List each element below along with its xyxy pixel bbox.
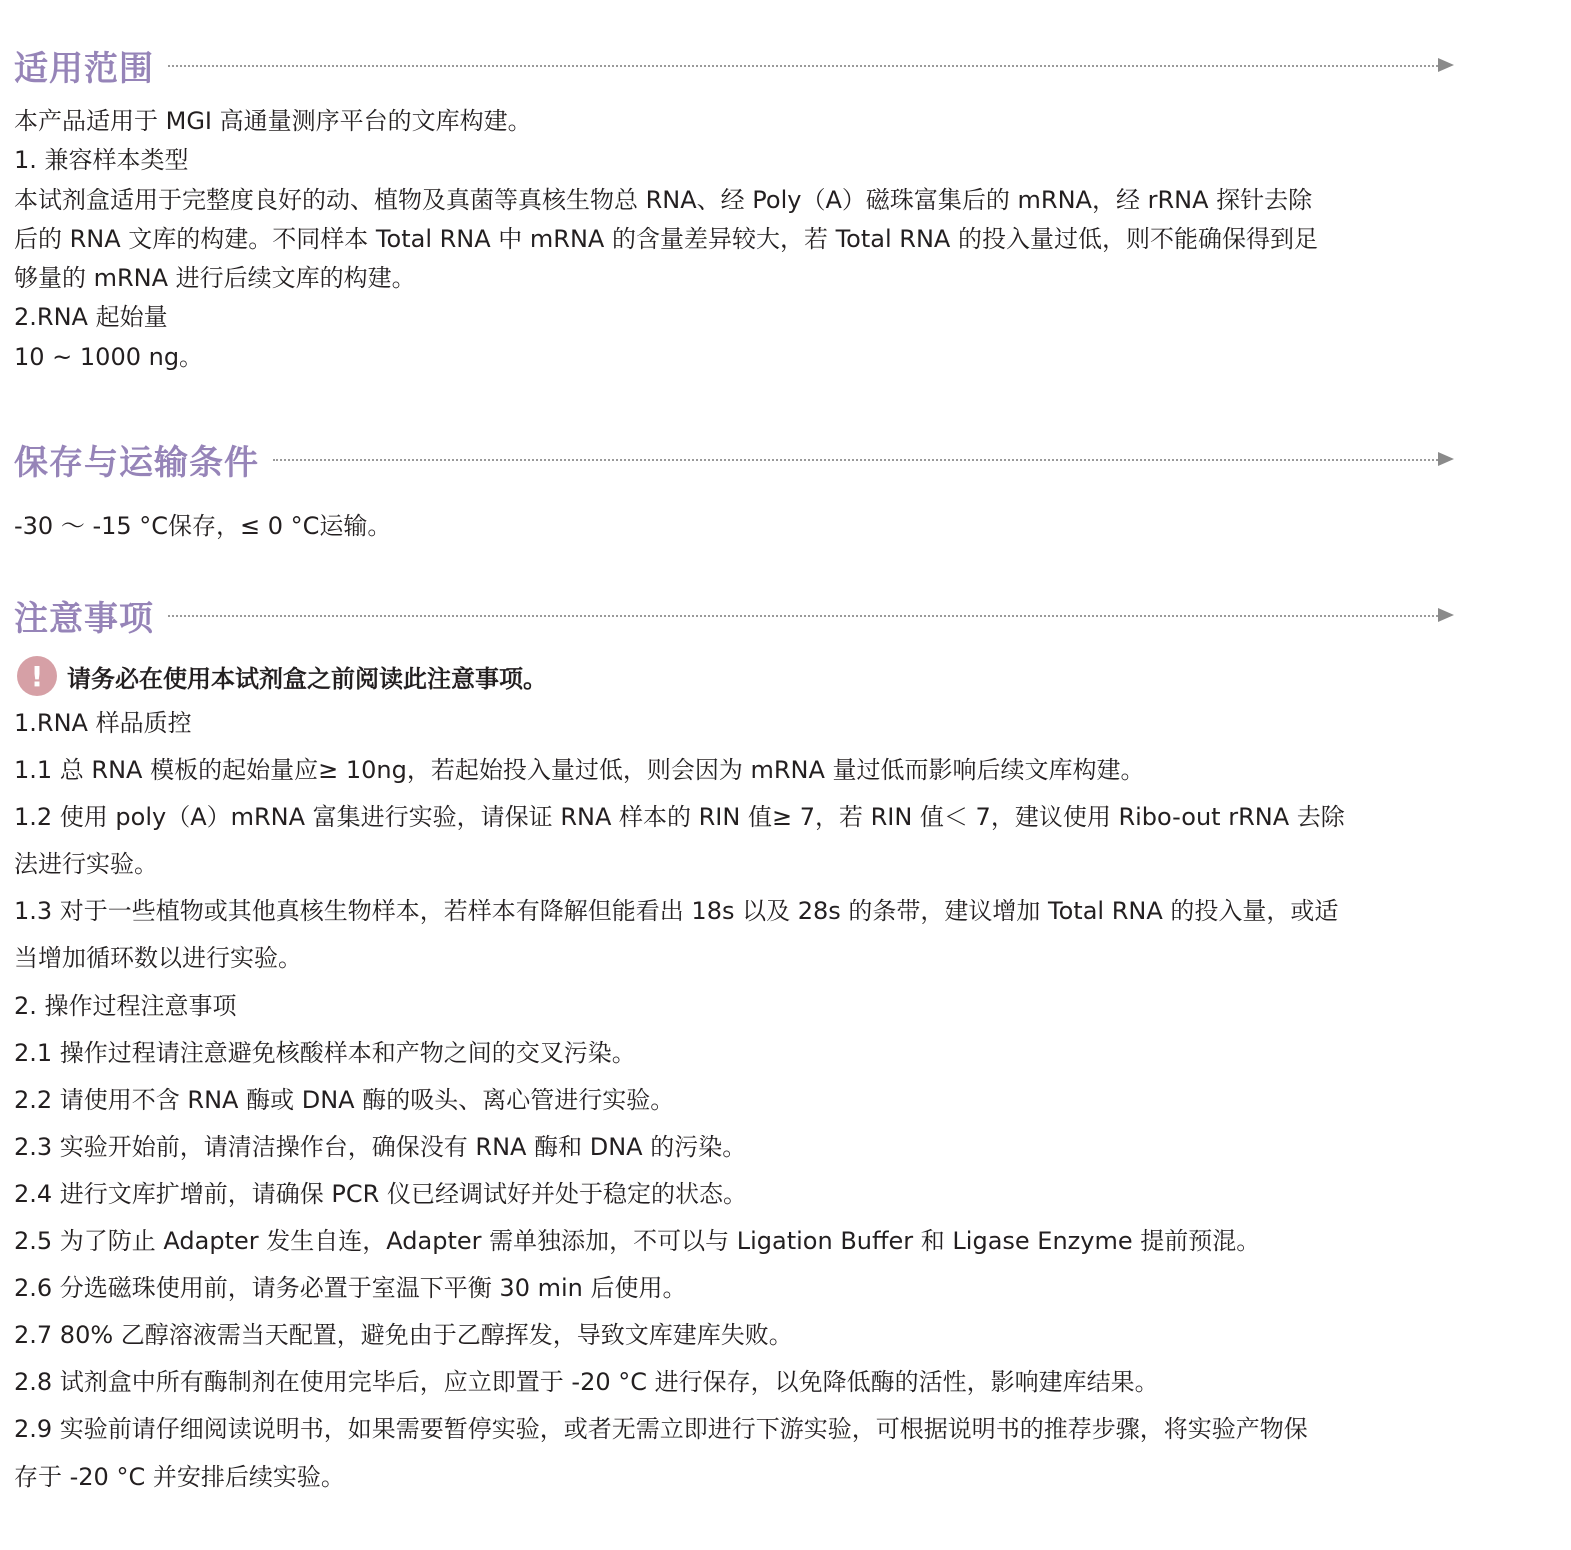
text-line: 法进行实验。 [14, 850, 158, 879]
dotted-divider [168, 65, 1438, 67]
arrow-right-icon [1438, 608, 1454, 622]
text-line: 2.8 试剂盒中所有酶制剂在使用完毕后，应立即置于 -20 °C 进行保存，以免降低酶的活性，影响建库结果。 [14, 1368, 1159, 1397]
text-line: 2.3 实验开始前，请清洁操作台，确保没有 RNA 酶和 DNA 的污染。 [14, 1132, 747, 1161]
scope-text [14, 102, 1454, 377]
text-line: 2. 操作过程注意事项 [14, 991, 237, 1020]
text-line: 当增加循环数以进行实验。 [14, 944, 302, 973]
dotted-divider [273, 459, 1438, 461]
arrow-right-icon [1438, 452, 1454, 466]
exclamation-icon: ! [17, 656, 57, 696]
text-line: 本产品适用于 MGI 高通量测序平台的文库构建。 [14, 107, 532, 135]
storage-text [14, 506, 1454, 546]
text-line: 2.9 实验前请仔细阅读说明书，如果需要暂停实验，或者无需立即进行下游实验，可根据说明书的推荐步骤，将实验产物保 [14, 1415, 1308, 1444]
dotted-divider [168, 615, 1438, 617]
text-line: 1.2 使用 poly（A）mRNA 富集进行实验，请保证 RNA 样本的 RIN 值≥ 7，若 RIN 值＜ 7，建议使用 Ribo-out rRNA 去除 [14, 803, 1345, 832]
text-line: 1.RNA 样品质控 [14, 709, 192, 737]
warning-callout [14, 652, 1454, 700]
warning-text: 请务必在使用本试剂盒之前阅读此注意事项。 [67, 664, 547, 693]
text-line: 2.1 操作过程请注意避免核酸样本和产物之间的交叉污染。 [14, 1038, 636, 1067]
text-line: 2.RNA 起始量 [14, 303, 168, 332]
text-line: -30 ～ -15 °C保存，≤ 0 °C运输。 [14, 512, 392, 540]
text-line: 够量的 mRNA 进行后续文库的构建。 [14, 264, 416, 293]
storage-section [14, 434, 1454, 546]
text-line: 1. 兼容样本类型 [14, 146, 189, 175]
text-line: 1.3 对于一些植物或其他真核生物样本，若样本有降解但能看出 18s 以及 28s 的条带，建议增加 Total RNA 的投入量，或适 [14, 897, 1339, 926]
scope-title: 适用范围 [14, 48, 154, 89]
text-line: 2.2 请使用不含 RNA 酶或 DNA 酶的吸头、离心管进行实验。 [14, 1085, 675, 1114]
scope-header [14, 40, 1454, 90]
notes-section [14, 590, 1454, 1501]
storage-header [14, 434, 1454, 484]
text-line: 本试剂盒适用于完整度良好的动、植物及真菌等真核生物总 RNA、经 Poly（A）磁珠富集后的 mRNA，经 rRNA 探针去除 [14, 185, 1313, 214]
storage-title: 保存与运输条件 [14, 442, 259, 483]
text-line: 2.5 为了防止 Adapter 发生自连，Adapter 需单独添加，不可以与 Ligation Buffer 和 Ligase Enzyme 提前预混。 [14, 1227, 1261, 1256]
scope-section [14, 40, 1454, 377]
text-line: 存于 -20 °C 并安排后续实验。 [14, 1462, 345, 1491]
notes-text [14, 700, 1454, 1501]
text-line: 2.4 进行文库扩增前，请确保 PCR 仪已经调试好并处于稳定的状态。 [14, 1179, 747, 1208]
arrow-right-icon [1438, 58, 1454, 72]
text-line: 2.7 80% 乙醇溶液需当天配置，避免由于乙醇挥发，导致文库建库失败。 [14, 1321, 793, 1350]
text-line: 2.6 分选磁珠使用前，请务必置于室温下平衡 30 min 后使用。 [14, 1274, 687, 1303]
notes-header [14, 590, 1454, 640]
text-line: 1.1 总 RNA 模板的起始量应≥ 10ng，若起始投入量过低，则会因为 mRNA 量过低而影响后续文库构建。 [14, 756, 1145, 785]
notes-title: 注意事项 [14, 598, 154, 639]
text-line: 10 ~ 1000 ng。 [14, 342, 204, 371]
text-line: 后的 RNA 文库的构建。不同样本 Total RNA 中 mRNA 的含量差异较大，若 Total RNA 的投入量过低，则不能确保得到足 [14, 224, 1318, 253]
